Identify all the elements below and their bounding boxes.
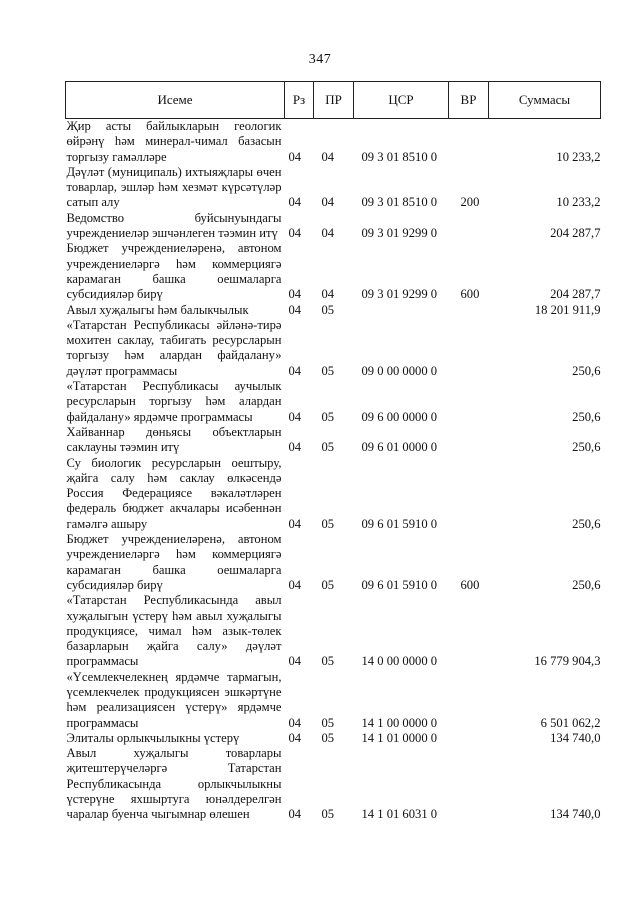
row-name: Дәүләт (муниципаль) ихтыяҗлары өчен товарлар, эшләр һәм хезмәт күрсәтүләр сатып алу bbox=[66, 164, 282, 210]
row-sum: 134 740,0 bbox=[550, 807, 601, 822]
row-csr: 14 1 01 0000 0 bbox=[361, 730, 438, 745]
header-sum: Суммасы bbox=[489, 82, 601, 119]
row-rz: 04 bbox=[288, 226, 302, 241]
row-pr: 05 bbox=[321, 409, 335, 424]
row-name: Су биологик ресурсларын оештыру, җайга салу һәм саклау өлкәсендә Россия Федерациясе вәкаләтләрен федераль бюджет акчалары исәбеннән гамәлгә ашыру bbox=[66, 455, 282, 531]
row-rz: 04 bbox=[288, 577, 302, 592]
table-row bbox=[66, 318, 601, 379]
row-sum: 204 287,7 bbox=[550, 226, 601, 241]
row-rz: 04 bbox=[288, 363, 302, 378]
row-rz: 04 bbox=[288, 807, 302, 822]
row-rz: 04 bbox=[288, 149, 302, 164]
table-row bbox=[66, 593, 601, 669]
row-csr: 09 6 00 0000 0 bbox=[361, 409, 438, 424]
row-sum: 204 287,7 bbox=[550, 287, 601, 302]
row-sum: 16 779 904,3 bbox=[534, 654, 601, 669]
header-rz: Рз bbox=[285, 82, 314, 119]
row-vr: 200 bbox=[460, 195, 480, 210]
row-rz: 04 bbox=[288, 440, 302, 455]
row-sum: 6 501 062,2 bbox=[540, 715, 601, 730]
row-vr bbox=[449, 593, 489, 669]
row-csr: 14 1 00 0000 0 bbox=[361, 715, 438, 730]
row-name: Бюджет учреждениеләренә, автоном учреждениеләргә һәм коммерциягә карамаган башка оешмаларга субсидияләр бирү bbox=[66, 532, 282, 592]
row-csr: 09 6 01 5910 0 bbox=[361, 577, 438, 592]
row-csr: 09 6 01 0000 0 bbox=[361, 440, 438, 455]
row-sum: 250,6 bbox=[572, 363, 601, 378]
row-sum: 250,6 bbox=[572, 516, 601, 531]
row-vr bbox=[449, 670, 489, 731]
table-row bbox=[66, 379, 601, 425]
row-pr: 05 bbox=[321, 577, 335, 592]
row-csr: 09 3 01 9299 0 bbox=[361, 226, 438, 241]
row-pr: 04 bbox=[321, 149, 335, 164]
row-sum: 10 233,2 bbox=[556, 195, 601, 210]
row-rz: 04 bbox=[288, 287, 302, 302]
row-vr bbox=[449, 456, 489, 532]
row-csr bbox=[354, 303, 449, 318]
row-csr: 14 0 00 0000 0 bbox=[361, 654, 438, 669]
row-rz: 04 bbox=[288, 195, 302, 210]
row-csr: 09 0 00 0000 0 bbox=[361, 363, 438, 378]
row-rz: 04 bbox=[288, 516, 302, 531]
row-sum: 134 740,0 bbox=[550, 730, 601, 745]
row-vr: 600 bbox=[460, 287, 480, 302]
row-name: Җир асты байлыкларын геологик өйрәнү һәм минерал-чимал базасын торгызу гамәлләре bbox=[66, 119, 282, 164]
row-name: Бюджет учреждениеләренә, автоном учреждениеләргә һәм коммерциягә карамаган башка оешмаларга субсидияләр бирү bbox=[66, 241, 282, 302]
row-name: «Татарстан Республикасы аучылык ресурсларын торгызу һәм алардан файдалану» ярдәмче программасы bbox=[66, 379, 282, 424]
row-vr bbox=[449, 211, 489, 242]
row-name: Ведомство буйсынуындагы учреждениеләр эшчәнлеген тәэмин итү bbox=[66, 210, 282, 241]
row-rz: 04 bbox=[288, 715, 302, 730]
row-name: «Татарстан Республикасы әйләнә-тирә мохитен саклау, табигать ресурсларын торгызу һәм алардан файдалану» дәүләт программасы bbox=[66, 317, 282, 378]
row-csr: 09 6 01 5910 0 bbox=[361, 516, 438, 531]
table-row bbox=[66, 731, 601, 746]
page-number: 347 bbox=[308, 52, 332, 67]
table-header-row bbox=[66, 82, 601, 119]
row-rz: 04 bbox=[288, 409, 302, 424]
row-rz: 04 bbox=[288, 654, 302, 669]
row-pr: 05 bbox=[321, 730, 335, 745]
table-row bbox=[66, 456, 601, 532]
table-row bbox=[66, 425, 601, 456]
table-row bbox=[66, 670, 601, 731]
row-vr bbox=[449, 318, 489, 379]
row-csr: 14 1 01 6031 0 bbox=[361, 807, 438, 822]
row-name: Хайваннар дөньясы объектларын саклауны тәэмин итү bbox=[66, 424, 282, 455]
row-csr: 09 3 01 9299 0 bbox=[361, 287, 438, 302]
table-row bbox=[66, 165, 601, 211]
header-csr: ЦСР bbox=[354, 82, 449, 119]
budget-table bbox=[65, 81, 601, 823]
table-row bbox=[66, 241, 601, 302]
row-pr: 04 bbox=[321, 195, 335, 210]
table-row bbox=[66, 746, 601, 822]
row-pr: 05 bbox=[321, 715, 335, 730]
row-vr bbox=[449, 303, 489, 318]
row-vr bbox=[449, 731, 489, 746]
row-csr: 09 3 01 8510 0 bbox=[361, 149, 438, 164]
row-sum: 10 233,2 bbox=[556, 149, 601, 164]
header-vr: ВР bbox=[449, 82, 489, 119]
row-vr bbox=[449, 119, 489, 165]
row-pr: 05 bbox=[321, 440, 335, 455]
table-row bbox=[66, 303, 601, 318]
row-sum: 250,6 bbox=[572, 577, 601, 592]
row-rz: 04 bbox=[288, 730, 302, 745]
table-row bbox=[66, 532, 601, 593]
row-sum: 250,6 bbox=[572, 409, 601, 424]
row-name: «Үсемлекчелекнең ярдәмче тармагын, үсемлекчелек продукциясен эшкәртүне һәм реализациясен үстерү» ярдәмче программасы bbox=[66, 669, 282, 730]
row-rz: 04 bbox=[288, 302, 302, 317]
row-name: Авыл хуҗалыгы һәм балыкчылык bbox=[66, 302, 249, 317]
row-pr: 04 bbox=[321, 287, 335, 302]
header-name: Исеме bbox=[66, 82, 285, 119]
row-sum: 250,6 bbox=[572, 440, 601, 455]
row-vr: 600 bbox=[460, 577, 480, 592]
row-pr: 04 bbox=[321, 226, 335, 241]
row-vr bbox=[449, 379, 489, 425]
row-name: «Татарстан Республикасында авыл хуҗалыгын үстерү һәм авыл хуҗалыгы продукциясе, чимал һәм азык-төлек базарларын җайга салу» дәүләт программасы bbox=[66, 593, 282, 669]
table-row bbox=[66, 211, 601, 242]
row-name: Авыл хуҗалыгы товарлары җитештерүчеләргә Татарстан Республикасында орлыкчылыкны үстерүне яхшыртуга юнәлдерелгән чаралар буенча чыгымнар өлешен bbox=[66, 746, 282, 822]
row-pr: 05 bbox=[321, 302, 335, 317]
row-name: Элиталы орлыкчылыкны үстерү bbox=[66, 730, 240, 745]
row-pr: 05 bbox=[321, 807, 335, 822]
row-sum: 18 201 911,9 bbox=[534, 302, 601, 317]
row-pr: 05 bbox=[321, 654, 335, 669]
row-pr: 05 bbox=[321, 516, 335, 531]
row-pr: 05 bbox=[321, 363, 335, 378]
header-pr: ПР bbox=[314, 82, 354, 119]
row-csr: 09 3 01 8510 0 bbox=[361, 195, 438, 210]
row-vr bbox=[449, 746, 489, 822]
row-vr bbox=[449, 425, 489, 456]
table-row bbox=[66, 119, 601, 165]
